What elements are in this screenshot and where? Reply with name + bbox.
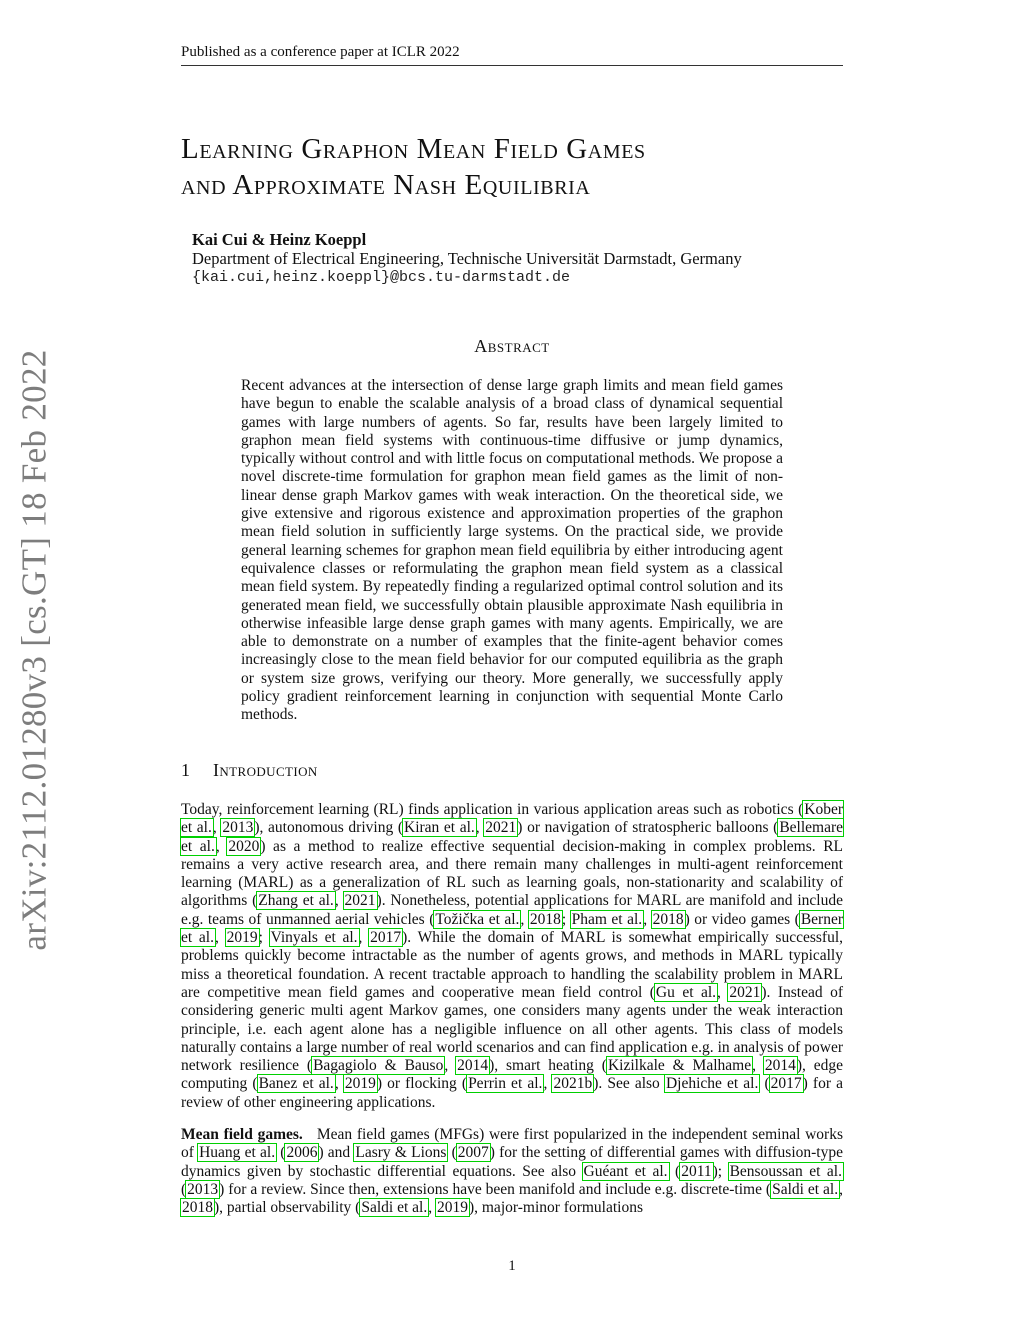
citation-link[interactable]: Perrin et al. xyxy=(468,1075,543,1093)
page-number: 1 xyxy=(508,1258,516,1274)
citation-link[interactable]: Saldi et al. xyxy=(772,1180,839,1198)
paragraph-title: Mean field games. xyxy=(181,1126,303,1144)
abstract-heading: Abstract xyxy=(474,336,550,356)
text-run: , xyxy=(334,892,344,910)
paragraph-mean-field-games xyxy=(181,1126,843,1217)
citation-link[interactable]: Bellemare et al. xyxy=(181,819,844,855)
text-run: , xyxy=(643,910,652,928)
text-run: , xyxy=(212,819,222,837)
citation-link[interactable]: 2021 xyxy=(485,819,517,837)
citation-link[interactable]: Vinyals et al. xyxy=(270,929,358,947)
text-run: ) for a review. Since then, extensions have been manifold and include e.g. discrete-time ( xyxy=(219,1180,772,1198)
text-run: Mean field games (MFGs) were first popularized in the independent seminal works of xyxy=(181,1126,843,1162)
citation-link[interactable]: Zhang et al. xyxy=(258,892,334,910)
text-run: , xyxy=(358,929,370,947)
running-header: Published as a conference paper at ICLR 2022 xyxy=(181,44,843,66)
text-run: ) or flocking ( xyxy=(376,1075,468,1093)
citation-link[interactable]: 2018 xyxy=(182,1199,213,1217)
author-affiliation: Department of Electrical Engineering, Technische Universität Darmstadt, Germany xyxy=(192,249,742,268)
text-run: ) or video games ( xyxy=(684,910,800,928)
citation-link[interactable]: Bagagiolo & Bauso xyxy=(313,1057,444,1075)
text-run: ). While the domain of MARL is somewhat empirically successful, problems quickly become intractable as the number of agents grows, and methods in MARL typically miss a theoretical foundation. A recent tractable approach to handling the scalability problem in MARL are competitive mean field games and cooperative mean field control ( xyxy=(181,929,844,1001)
citation-link[interactable]: 2020 xyxy=(228,837,260,855)
citation-link[interactable]: 2021 xyxy=(729,983,761,1001)
text-run: ). Nonetheless, potential applications for MARL are manifold and include e.g. teams of unmanned aerial vehicles ( xyxy=(181,892,843,928)
text-run: , xyxy=(752,1057,764,1075)
text-run: ), partial observability ( xyxy=(214,1199,361,1217)
citation-link[interactable]: 2018 xyxy=(652,910,684,928)
text-run: ) or navigation of stratospheric balloons ( xyxy=(517,819,779,837)
citation-link[interactable]: Berner et al. xyxy=(181,910,843,947)
text-run: , xyxy=(334,1075,344,1093)
citation-link[interactable]: 2019 xyxy=(226,929,258,947)
citation-link[interactable]: Tožička et al. xyxy=(435,910,520,928)
citation-link[interactable]: Kiran et al. xyxy=(404,819,475,837)
citation-link[interactable]: Kober et al. xyxy=(181,801,843,837)
text-run: , xyxy=(214,929,226,947)
citation-link[interactable]: 2021b xyxy=(553,1075,593,1093)
text-run: , xyxy=(428,1199,436,1217)
citation-link[interactable]: 2017 xyxy=(370,929,402,947)
citation-link[interactable]: Huang et al. xyxy=(199,1144,276,1162)
citation-link[interactable]: Banez et al. xyxy=(258,1075,334,1093)
paper-title-line-1: Learning Graphon Mean Field Games xyxy=(181,133,646,165)
text-run: , xyxy=(839,1180,843,1198)
citation-link[interactable]: 2017 xyxy=(770,1075,802,1093)
text-run: ( xyxy=(668,1162,681,1180)
arxiv-identifier-text: arXiv:2112.01280v3 [cs.GT] 18 Feb 2022 xyxy=(15,349,55,951)
text-run: ). See also xyxy=(593,1075,665,1093)
citation-link[interactable]: 2007 xyxy=(457,1144,489,1162)
text-run: ), edge computing ( xyxy=(181,1057,844,1093)
abstract-text: Recent advances at the intersection of dense large graph limits and mean field games have begun to enable the scalable analysis of a broad class of dynamical sequential games with large numbers of agents. So far, results have been largely limited to graphon mean field systems with continuous-time diffusive or jump dynamics, typically without control and with little focus on computational methods. We propose a novel discrete-time formulation for graphon mean field games as the limit of non-linear dense graph Markov games with weak interaction. On the theoretical side, we give extensive and rigorous existence and approximation properties of the graphon mean field solution in sufficiently large systems. On the practical side, we provide general learning schemes for graphon mean field equilibria by either introducing agent equivalence classes or reformulating the graphon mean field system as a classical mean field system. By repeatedly finding a regularized optimal control solution and its generated mean field, we successfully obtain plausible approximate Nash equilibria in otherwise infeasible large dense graph games with many agents. Empirically, we are able to demonstrate on a number of examples that the finite-agent behavior comes increasingly close to the mean field behavior for our computed equilibria as the graph or system size grows, verifying our theory. More generally, we successfully apply policy gradient reinforcement learning in conjunction with sequential Monte Carlo methods. xyxy=(241,377,783,724)
text-run: ), major-minor formulations xyxy=(468,1199,643,1217)
author-email[interactable]: {kai.cui,heinz.koeppl}@bcs.tu-darmstadt.de xyxy=(192,269,571,286)
arxiv-identifier-stamp xyxy=(0,349,70,951)
text-run: , xyxy=(543,1075,553,1093)
text-run: ; xyxy=(561,910,571,928)
author-names: Kai Cui & Heinz Koeppl xyxy=(192,230,367,249)
text-run: ); xyxy=(712,1162,729,1180)
text-run: ; xyxy=(258,929,270,947)
citation-link[interactable]: Gu et al. xyxy=(655,983,717,1001)
citation-link[interactable]: 2019 xyxy=(436,1199,468,1217)
paper-title xyxy=(181,131,843,203)
citation-link[interactable]: 2021 xyxy=(344,892,376,910)
section-heading-introduction xyxy=(181,760,318,781)
text-run: ( xyxy=(181,1180,187,1198)
paper-title-line-2: and Approximate Nash Equilibria xyxy=(181,169,591,201)
citation-link[interactable]: Saldi et al. xyxy=(361,1199,428,1217)
text-run: ) for a review of other engineering applications. xyxy=(181,1075,844,1111)
citation-link[interactable]: Bensoussan et al. xyxy=(729,1162,842,1180)
text-run: , xyxy=(215,837,228,855)
text-run: ) and xyxy=(318,1144,355,1162)
text-run: ), smart heating ( xyxy=(489,1057,607,1075)
text-run: ( xyxy=(447,1144,457,1162)
body-text xyxy=(181,801,843,1232)
citation-link[interactable]: 2013 xyxy=(187,1180,219,1198)
citation-link[interactable]: 2006 xyxy=(286,1144,318,1162)
citation-link[interactable]: 2011 xyxy=(681,1162,712,1180)
text-run: ( xyxy=(276,1144,286,1162)
citation-link[interactable]: Kizilkale & Malhame xyxy=(607,1057,752,1075)
text-run: ( xyxy=(759,1075,770,1093)
citation-link[interactable]: Lasry & Lions xyxy=(355,1144,447,1162)
citation-link[interactable]: 2019 xyxy=(344,1075,376,1093)
paragraph-introduction xyxy=(181,801,843,1112)
citation-link[interactable]: 2013 xyxy=(222,819,254,837)
text-run: Today, reinforcement learning (RL) finds application in various application areas such as robotics ( xyxy=(181,801,804,818)
text-run: ), autonomous driving ( xyxy=(254,819,403,837)
text-run: , xyxy=(444,1057,457,1075)
text-run: , xyxy=(475,819,485,837)
citation-link[interactable]: 2014 xyxy=(764,1057,796,1075)
citation-link[interactable]: Guéant et al. xyxy=(583,1162,668,1180)
text-run: ) for the setting of differential games with diffusion-type dynamics given by stochastic differential equations. See also xyxy=(181,1144,843,1180)
citation-link[interactable]: Djehiche et al. xyxy=(665,1075,759,1093)
section-title: Introduction xyxy=(213,760,318,780)
text-run: , xyxy=(717,983,729,1001)
text-run: ) as a method to realize effective sequential decision-making in complex problems. RL remains a very active research area, and there remain many challenges in multi-agent reinforcement learning (MARL) as a generalization of RL such as learning goals, non-stationarity and scalability of algorithms ( xyxy=(181,837,844,910)
text-run: , xyxy=(520,910,529,928)
citation-link[interactable]: Pham et al. xyxy=(571,910,643,928)
citation-link[interactable]: 2014 xyxy=(457,1057,489,1075)
author-block xyxy=(192,230,832,287)
text-run: ). Instead of considering generic multi agent Markov games, one considers many agents under the weak interaction principle, i.e. each agent alone has a negligible influence on all other agents. This class of models naturally contains a large number of real world scenarios and can find application e.g. in analysis of power network resilience ( xyxy=(181,983,843,1075)
section-number: 1 xyxy=(181,760,191,780)
citation-link[interactable]: 2018 xyxy=(529,910,561,928)
